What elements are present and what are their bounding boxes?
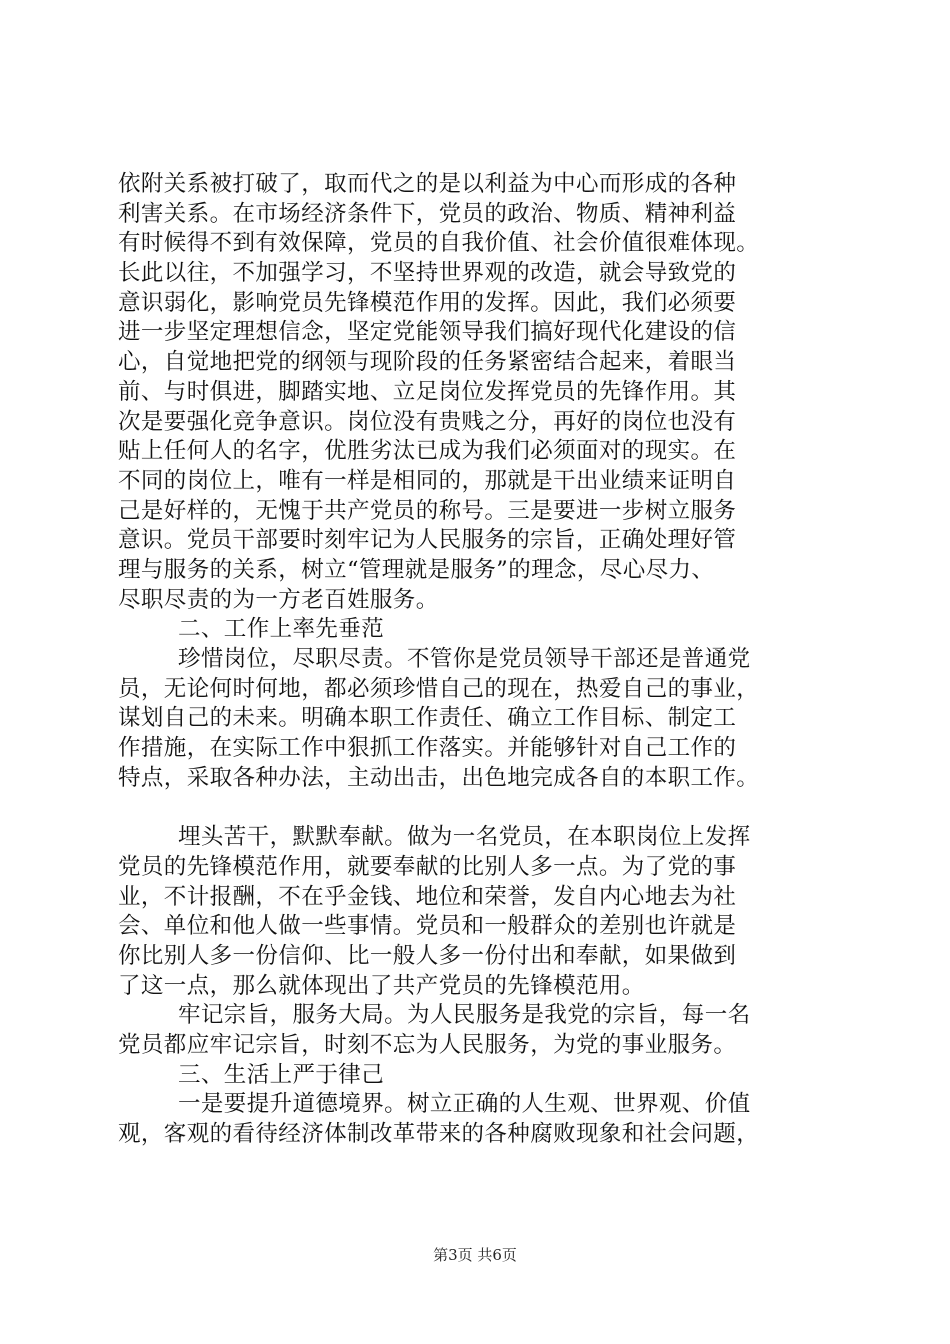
text-line: 珍惜岗位，尽职尽责。不管你是党员领导干部还是普通党: [178, 646, 751, 672]
text-line: 埋头苦干，默默奉献。做为一名党员，在本职岗位上发挥: [178, 824, 751, 851]
text-line: 业，不计报酬，不在乎金钱、地位和荣誉，发自内心地去为社: [118, 883, 737, 910]
text-line: 进一步坚定理想信念，坚定党能领导我们搞好现代化建设的信: [118, 319, 737, 346]
text-line: 长此以往，不加强学习，不坚持世界观的改造，就会导致党的: [118, 260, 737, 287]
text-line: 观，客观的看待经济体制改革带来的各种腐败现象和社会问题，: [118, 1121, 760, 1147]
text-line: 作措施，在实际工作中狠抓工作落实。并能够针对自己工作的: [118, 735, 737, 762]
text-line: 贴上任何人的名字，优胜劣汰已成为我们必须面对的现实。在: [118, 438, 737, 465]
text-line: 理与服务的关系，树立“管理就是服务”的理念，尽心尽力、: [118, 556, 715, 583]
text-line: 不同的岗位上，唯有一样是相同的，那就是干出业绩来证明自: [118, 467, 737, 494]
text-line: 会、单位和他人做一些事情。党员和一般群众的差别也许就是: [118, 913, 737, 940]
section-heading: 二、工作上率先垂范: [178, 616, 385, 643]
text-line: 一是要提升道德境界。树立正确的人生观、世界观、价值: [178, 1091, 751, 1118]
text-line: 谋划自己的未来。明确本职工作责任、确立工作目标、制定工: [118, 705, 737, 732]
text-line: 有时候得不到有效保障，党员的自我价值、社会价值很难体现。: [118, 230, 760, 257]
text-line: 前、与时俱进，脚踏实地、立足岗位发挥党员的先锋作用。其: [118, 378, 737, 405]
text-line: 党员的先锋模范作用，就要奉献的比别人多一点。为了党的事: [118, 853, 737, 880]
text-line: 你比别人多一份信仰、比一般人多一份付出和奉献，如果做到: [118, 942, 737, 969]
paragraph-gap: [118, 793, 833, 823]
text-line: 尽职尽责的为一方老百姓服务。: [118, 586, 439, 613]
text-line: 特点，采取各种办法，主动出击，出色地完成各自的本职工作。: [118, 764, 760, 791]
text-line: 牢记宗旨，服务大局。为人民服务是我党的宗旨，每一名: [178, 1002, 751, 1029]
text-line: 利害关系。在市场经济条件下，党员的政治、物质、精神利益: [118, 200, 737, 227]
text-line: 次是要强化竞争意识。岗位没有贵贱之分，再好的岗位也没有: [118, 408, 737, 435]
document-body: [118, 170, 833, 1150]
section-heading: 三、生活上严于律己: [178, 1061, 385, 1088]
text-line: 员，无论何时何地，都必须珍惜自己的现在，热爱自己的事业，: [118, 675, 760, 702]
page-footer: [0, 1244, 950, 1265]
text-line: 心，自觉地把党的纲领与现阶段的任务紧密结合起来，着眼当: [118, 349, 737, 376]
page-number: 第3页 共6页: [433, 1246, 517, 1264]
text-line: 意识。党员干部要时刻牢记为人民服务的宗旨，正确处理好管: [118, 527, 737, 554]
text-line: 己是好样的，无愧于共产党员的称号。三是要进一步树立服务: [118, 497, 737, 524]
text-line: 意识弱化，影响党员先锋模范作用的发挥。因此，我们必须要: [118, 289, 737, 316]
text-line: 依附关系被打破了，取而代之的是以利益为中心而形成的各种: [118, 171, 737, 197]
text-line: 了这一点，那么就体现出了共产党员的先锋模范用。: [118, 972, 645, 999]
text-line: 党员都应牢记宗旨，时刻不忘为人民服务，为党的事业服务。: [118, 1031, 737, 1058]
